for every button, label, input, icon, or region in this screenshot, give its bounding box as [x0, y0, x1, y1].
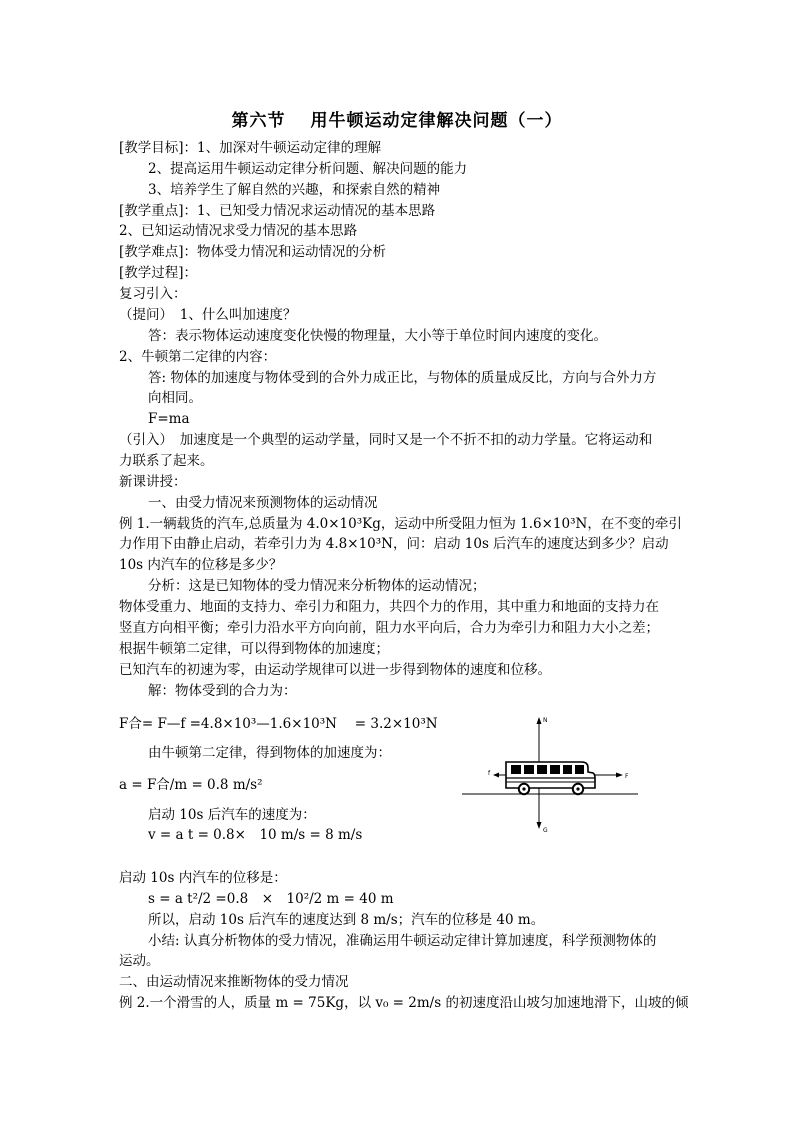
- text-line: 答: 物体的加速度与物体受到的合外力成正比，与物体的质量成反比，方向与合外力方: [148, 370, 657, 386]
- text-line: 2、提高运用牛顿运动定律分析问题、解决问题的能力: [148, 161, 468, 177]
- bus-icon: [506, 762, 595, 794]
- formula-line: F=ma: [148, 411, 190, 427]
- formula-line: s = a t²/2 =0.8 × 10²/2 m = 40 m: [148, 891, 394, 907]
- text-line: 2、已知运动情况求受力情况的基本思路: [119, 223, 358, 239]
- section-heading: 一、由受力情况来预测物体的运动情况: [148, 495, 378, 511]
- text-line: 答：表示物体运动速度变化快慢的物理量，大小等于单位时间内速度的变化。: [148, 328, 607, 344]
- text-line: 2、牛顿第二定律的内容：: [119, 349, 277, 365]
- text-line: 力联系了起来。: [119, 453, 214, 469]
- text-line: [教学重点]：1、已知受力情况求运动情况的基本思路: [119, 203, 436, 219]
- text-line: （引入） 加速度是一个典型的运动学量，同时又是一个不折不扣的动力学量。它将运动和: [119, 432, 653, 448]
- formula-line: F合= F—f =4.8×10³—1.6×10³N = 3.2×10³N: [119, 716, 438, 732]
- formula-line: v = a t = 0.8× 10 m/s = 8 m/s: [148, 827, 363, 843]
- text-line: 竖直方向相平衡；牵引力沿水平方向向前，阻力水平向后，合力为牵引力和阻力大小之差；: [119, 620, 659, 636]
- text-line: [教学难点]：物体受力情况和运动情况的分析: [119, 244, 387, 260]
- text-line: 解：物体受到的合力为：: [148, 683, 297, 699]
- friction-force-arrowhead: [493, 773, 499, 778]
- formula-line: a = F合/m = 0.8 m/s²: [119, 777, 263, 793]
- normal-force-label: N: [543, 717, 548, 724]
- text-line: 物体受重力、地面的支持力、牵引力和阻力，共四个力的作用，其中重力和地面的支持力在: [119, 599, 659, 615]
- normal-force-arrowhead: [537, 717, 542, 724]
- text-line: 例 1.一辆载货的汽车,总质量为 4.0×10³Kg，运动中所受阻力恒为 1.6×10³N，在不变的牵引: [119, 516, 682, 532]
- gravity-force-arrowhead: [537, 822, 542, 829]
- text-line: 启动 10s 后汽车的速度为：: [148, 807, 316, 823]
- text-line: （提问） 1、什么叫加速度？: [119, 307, 297, 323]
- text-line: 力作用下由静止启动，若牵引力为 4.8×10³N，问：启动 10s 后汽车的速度达到多少？启动: [119, 536, 669, 552]
- section-heading: 二、由运动情况来推断物体的受力情况: [119, 974, 349, 990]
- text-line: 由牛顿第二定律，得到物体的加速度为：: [148, 745, 391, 761]
- text-line: [教学目标]：1、加深对牛顿运动定律的理解: [119, 140, 382, 156]
- text-line: 复习引入：: [119, 286, 187, 302]
- page-title: 第六节 用牛顿运动定律解决问题（一）: [231, 111, 563, 131]
- text-line: 新课讲授：: [119, 474, 187, 490]
- text-line: 分析：这是已知物体的受力情况来分析物体的运动情况；: [148, 578, 486, 594]
- traction-force-arrowhead: [616, 773, 623, 778]
- text-line: 例 2.一个滑雪的人，质量 m = 75Kg，以 v₀ = 2m/s 的初速度沿山坡匀加速地滑下，山坡的倾: [119, 995, 689, 1011]
- text-line: 10s 内汽车的位移是多少？: [119, 557, 283, 573]
- text-line: [教学过程]：: [119, 265, 198, 281]
- force-diagram: [460, 712, 640, 838]
- gravity-force-label: G: [543, 827, 548, 834]
- friction-force-label: f: [488, 770, 491, 777]
- text-line: 小结: 认真分析物体的受力情况，准确运用牛顿运动定律计算加速度，科学预测物体的: [148, 933, 657, 949]
- traction-force-label: F: [625, 773, 629, 780]
- text-line: 根据牛顿第二定律，可以得到物体的加速度；: [119, 641, 389, 657]
- text-line: 运动。: [119, 953, 160, 969]
- text-line: 已知汽车的初速为零，由运动学规律可以进一步得到物体的速度和位移。: [119, 662, 551, 678]
- text-line: 启动 10s 内汽车的位移是：: [119, 870, 287, 886]
- text-line: 3、培养学生了解自然的兴趣，和探索自然的精神: [148, 182, 441, 198]
- text-line: 向相同。: [148, 390, 202, 406]
- text-line: 所以，启动 10s 后汽车的速度达到 8 m/s；汽车的位移是 40 m。: [148, 912, 545, 928]
